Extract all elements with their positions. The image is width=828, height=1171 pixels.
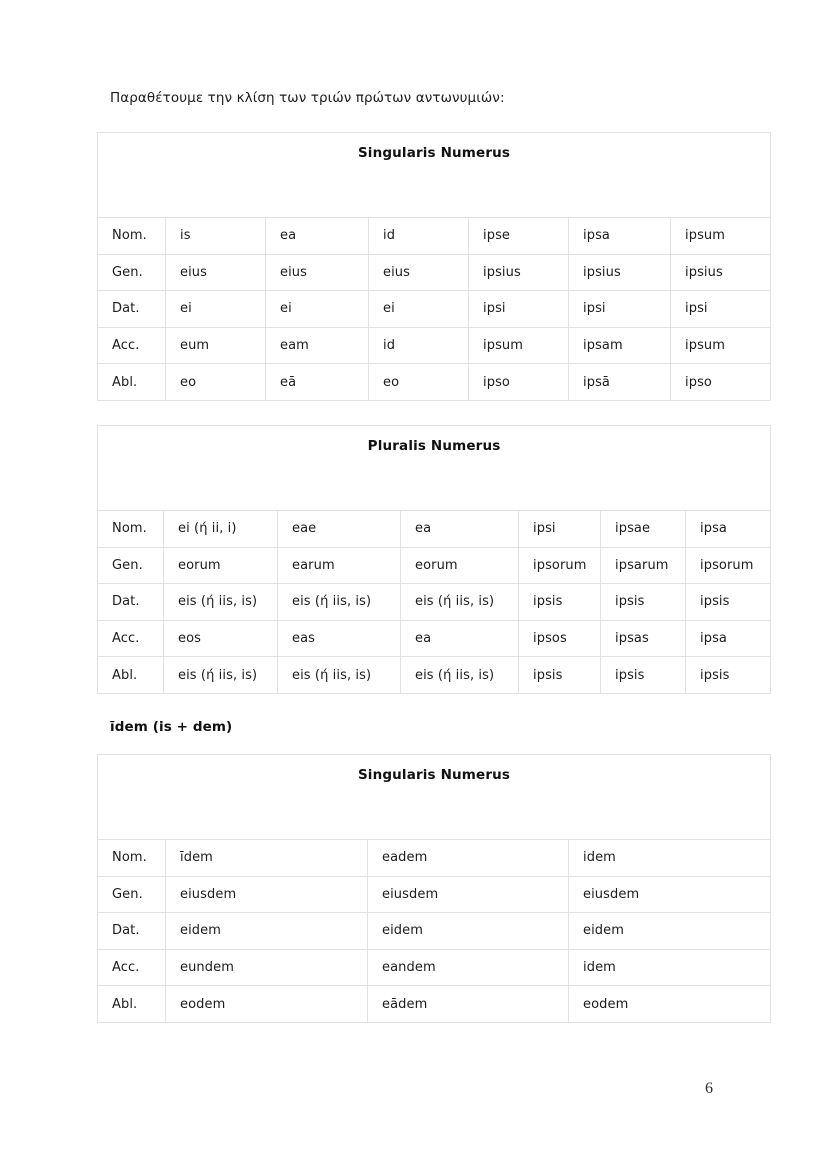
- declined-form-cell: eadem: [368, 840, 569, 877]
- declined-form-cell: ipsas: [601, 620, 686, 657]
- table-caption: Pluralis Numerus: [98, 426, 771, 511]
- case-label: Abl.: [98, 986, 166, 1023]
- declined-form-cell: ipsorum: [519, 547, 601, 584]
- declined-form-cell: eius: [266, 254, 369, 291]
- declined-form-cell: ipsā: [569, 364, 671, 401]
- declined-form-cell: eius: [369, 254, 469, 291]
- declined-form-cell: ipsum: [671, 327, 771, 364]
- declined-form-cell: eos: [164, 620, 278, 657]
- case-label: Nom.: [98, 840, 166, 877]
- table-row: [98, 364, 771, 401]
- declined-form-cell: ipsa: [686, 511, 771, 548]
- declined-form-cell: eas: [278, 620, 401, 657]
- case-label: Acc.: [98, 620, 164, 657]
- declined-form-cell: ipsis: [686, 584, 771, 621]
- declined-form-cell: eae: [278, 511, 401, 548]
- case-label: Nom.: [98, 511, 164, 548]
- declined-form-cell: ipsarum: [601, 547, 686, 584]
- table-row: [98, 291, 771, 328]
- declension-table-pluralis-is-ipse: [97, 425, 771, 694]
- table-row: [98, 840, 771, 877]
- case-label: Acc.: [98, 949, 166, 986]
- declined-form-cell: ipsius: [469, 254, 569, 291]
- declined-form-cell: eis (ή iis, is): [278, 584, 401, 621]
- declined-form-cell: ipsum: [671, 218, 771, 255]
- declined-form-cell: eiusdem: [569, 876, 771, 913]
- declined-form-cell: ea: [266, 218, 369, 255]
- declined-form-cell: ipsi: [469, 291, 569, 328]
- declined-form-cell: ipsum: [469, 327, 569, 364]
- declined-form-cell: ipsis: [601, 657, 686, 694]
- declined-form-cell: eundem: [166, 949, 368, 986]
- declined-form-cell: eodem: [166, 986, 368, 1023]
- table-caption: Singularis Numerus: [98, 755, 771, 840]
- declined-form-cell: is: [166, 218, 266, 255]
- declined-form-cell: eiusdem: [166, 876, 368, 913]
- declined-form-cell: eā: [266, 364, 369, 401]
- declined-form-cell: ipse: [469, 218, 569, 255]
- declined-form-cell: eis (ή iis, is): [278, 657, 401, 694]
- declined-form-cell: ipsius: [671, 254, 771, 291]
- page-number: 6: [705, 1080, 713, 1097]
- declined-form-cell: ipsi: [569, 291, 671, 328]
- declined-form-cell: ipsius: [569, 254, 671, 291]
- declined-form-cell: eidem: [569, 913, 771, 950]
- case-label: Gen.: [98, 254, 166, 291]
- declined-form-cell: earum: [278, 547, 401, 584]
- declined-form-cell: ipsis: [519, 584, 601, 621]
- declension-table-singularis-idem: [97, 754, 771, 1023]
- declined-form-cell: ei: [266, 291, 369, 328]
- declined-form-cell: eis (ή iis, is): [401, 584, 519, 621]
- declined-form-cell: idem: [569, 840, 771, 877]
- case-label: Gen.: [98, 876, 166, 913]
- case-label: Abl.: [98, 364, 166, 401]
- table-caption-row: [98, 133, 771, 218]
- declined-form-cell: eidem: [166, 913, 368, 950]
- declined-form-cell: ipsae: [601, 511, 686, 548]
- declined-form-cell: ipsi: [519, 511, 601, 548]
- table-row: [98, 218, 771, 255]
- declined-form-cell: eandem: [368, 949, 569, 986]
- case-label: Nom.: [98, 218, 166, 255]
- declined-form-cell: eis (ή iis, is): [164, 657, 278, 694]
- declined-form-cell: eodem: [569, 986, 771, 1023]
- declined-form-cell: eis (ή iis, is): [164, 584, 278, 621]
- declined-form-cell: eidem: [368, 913, 569, 950]
- case-label: Dat.: [98, 291, 166, 328]
- declined-form-cell: ipsam: [569, 327, 671, 364]
- declined-form-cell: eorum: [401, 547, 519, 584]
- declined-form-cell: id: [369, 327, 469, 364]
- table-row: [98, 620, 771, 657]
- declined-form-cell: ipsos: [519, 620, 601, 657]
- table-row: [98, 254, 771, 291]
- declined-form-cell: ea: [401, 511, 519, 548]
- declined-form-cell: ipsorum: [686, 547, 771, 584]
- table-row: [98, 327, 771, 364]
- declined-form-cell: eis (ή iis, is): [401, 657, 519, 694]
- declension-table-singularis-is-ipse: [97, 132, 771, 401]
- declined-form-cell: ei: [369, 291, 469, 328]
- declined-form-cell: idem: [569, 949, 771, 986]
- declined-form-cell: ipsi: [671, 291, 771, 328]
- case-label: Acc.: [98, 327, 166, 364]
- declined-form-cell: eam: [266, 327, 369, 364]
- declined-form-cell: ipsis: [686, 657, 771, 694]
- table-caption-row: [98, 426, 771, 511]
- declined-form-cell: ipso: [671, 364, 771, 401]
- table-caption: Singularis Numerus: [98, 133, 771, 218]
- case-label: Dat.: [98, 913, 166, 950]
- case-label: Gen.: [98, 547, 164, 584]
- table-row: [98, 949, 771, 986]
- declined-form-cell: ipsa: [569, 218, 671, 255]
- case-label: Abl.: [98, 657, 164, 694]
- table-row: [98, 986, 771, 1023]
- table-caption-row: [98, 755, 771, 840]
- declined-form-cell: id: [369, 218, 469, 255]
- table-row: [98, 657, 771, 694]
- declined-form-cell: ei (ή ii, i): [164, 511, 278, 548]
- table-row: [98, 511, 771, 548]
- table-row: [98, 913, 771, 950]
- table-row: [98, 547, 771, 584]
- declined-form-cell: ea: [401, 620, 519, 657]
- declined-form-cell: eius: [166, 254, 266, 291]
- intro-paragraph: Παραθέτουμε την κλίση των τριών πρώτων αντωνυμιών:: [110, 90, 505, 106]
- idem-section-heading: īdem (is + dem): [110, 719, 233, 735]
- declined-form-cell: eo: [166, 364, 266, 401]
- declined-form-cell: eādem: [368, 986, 569, 1023]
- declined-form-cell: ipso: [469, 364, 569, 401]
- table-row: [98, 876, 771, 913]
- declined-form-cell: ipsa: [686, 620, 771, 657]
- table-row: [98, 584, 771, 621]
- declined-form-cell: ipsis: [519, 657, 601, 694]
- case-label: Dat.: [98, 584, 164, 621]
- declined-form-cell: ipsis: [601, 584, 686, 621]
- declined-form-cell: ei: [166, 291, 266, 328]
- declined-form-cell: īdem: [166, 840, 368, 877]
- declined-form-cell: eum: [166, 327, 266, 364]
- declined-form-cell: eorum: [164, 547, 278, 584]
- declined-form-cell: eiusdem: [368, 876, 569, 913]
- declined-form-cell: eo: [369, 364, 469, 401]
